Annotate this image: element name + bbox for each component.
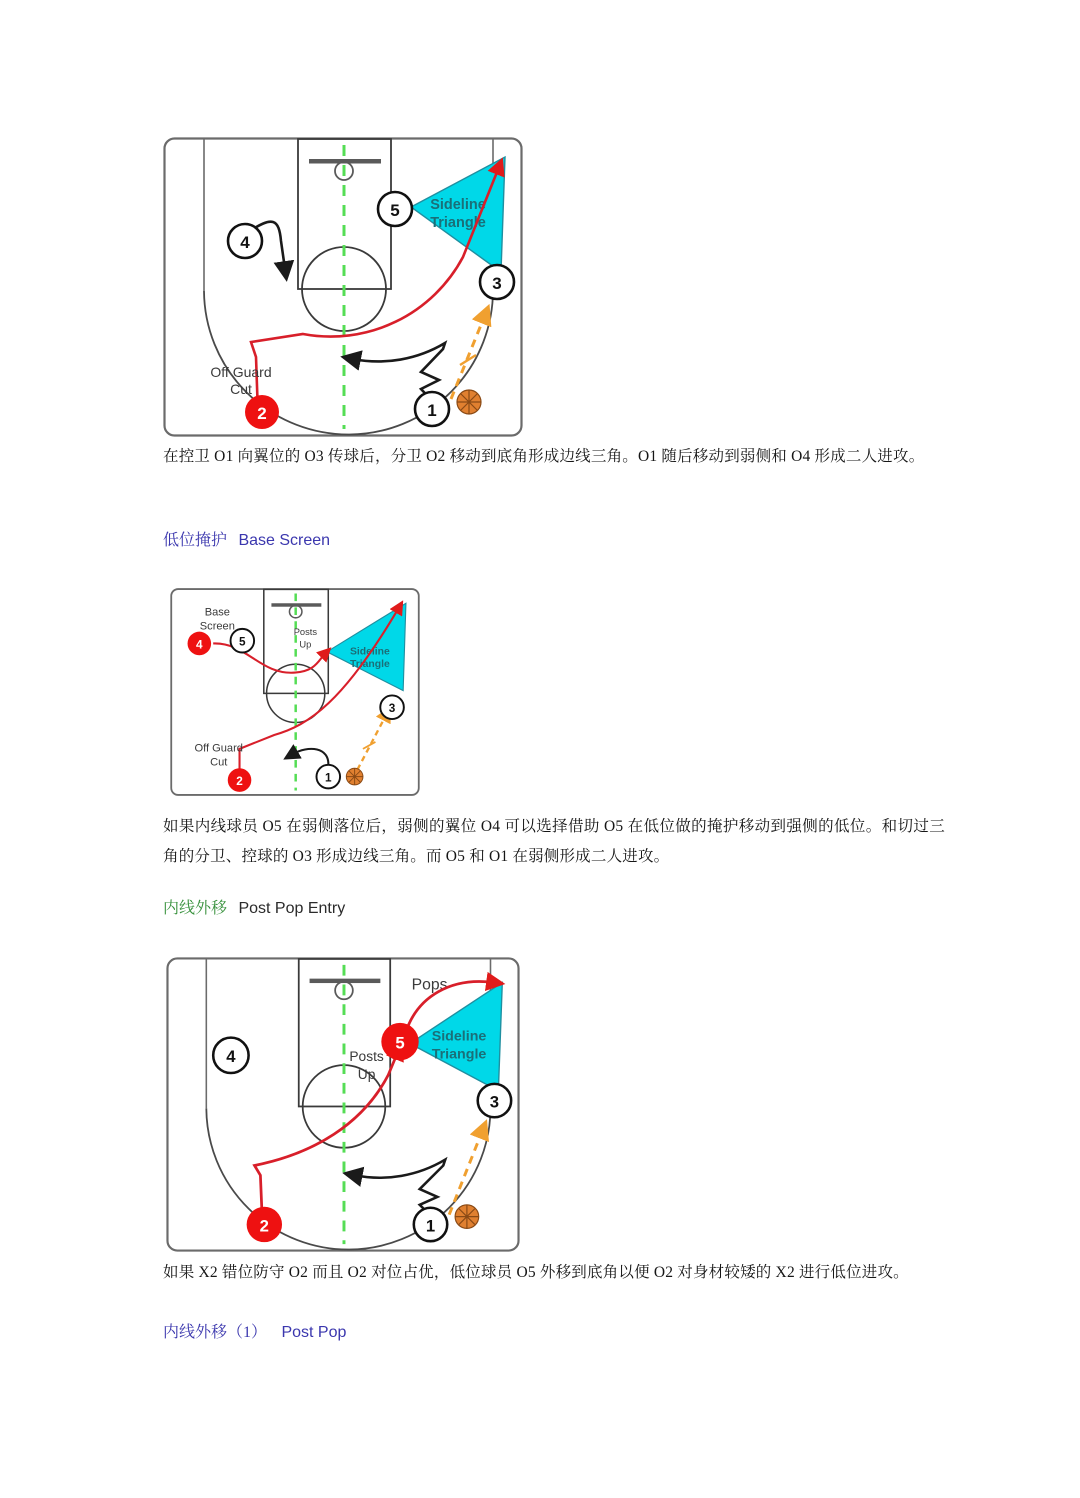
diagram-post-pop-entry: [163, 957, 523, 1252]
label-base-screen-line2: Screen: [199, 620, 235, 633]
player-label-1: 1: [325, 771, 332, 785]
label-posts-up-line2: Up: [299, 639, 312, 650]
heading-post-pop: [163, 1322, 346, 1344]
player-label-4: 4: [240, 233, 250, 252]
heading-base-screen-cn: 低位掩护: [163, 532, 228, 549]
player-label-1: 1: [425, 1216, 436, 1236]
label-sideline-triangle-line2: Triangle: [430, 215, 486, 231]
player-label-1: 1: [427, 401, 437, 420]
heading-post-pop-entry: [163, 898, 345, 920]
heading-base-screen-en: Base Screen: [238, 532, 331, 549]
paragraph-sideline-triangle: 在控卫 O1 向翼位的 O3 传球后，分卫 O2 移动到底角形成边线三角。O1 随后移动到弱侧和 O4 形成二人进攻。: [163, 448, 925, 465]
heading-post-pop-entry-en: Post Pop Entry: [238, 900, 346, 917]
player-marker-1: [415, 392, 449, 426]
player-marker-4: [213, 1038, 248, 1073]
label-sideline-triangle-line2: Triangle: [431, 1046, 487, 1063]
label-posts-up-line2: Up: [357, 1066, 376, 1082]
player-label-3: 3: [492, 274, 502, 293]
player-marker-2: [228, 768, 252, 792]
player-marker-2: [245, 395, 279, 429]
player-label-2: 2: [257, 404, 267, 423]
heading-base-screen: [163, 530, 330, 552]
player-label-5: 5: [390, 201, 400, 220]
label-off-guard-cut-line1: Off Guard: [210, 364, 272, 380]
player-marker-1: [316, 765, 340, 789]
player-label-4: 4: [226, 1047, 236, 1067]
label-sideline-triangle-line1: Sideline: [431, 1028, 487, 1045]
heading-post-pop-entry-cn: 内线外移: [163, 900, 228, 917]
label-sideline-triangle-line1: Sideline: [430, 197, 486, 213]
player-marker-2: [247, 1207, 282, 1242]
player-marker-5: [381, 1023, 418, 1060]
diagram-sideline-triangle: [163, 137, 523, 437]
label-posts-up-line1: Posts: [293, 627, 318, 638]
player-marker-3: [480, 265, 514, 299]
player-marker-3: [478, 1084, 511, 1117]
player-marker-5: [231, 629, 255, 653]
heading-post-pop-cn: 内线外移（1）: [163, 1324, 268, 1341]
paragraph-post-pop-entry: 如果 X2 错位防守 O2 而且 O2 对位占优，低位球员 O5 外移到底角以便 O2 对身材较矮的 X2 进行低位进攻。: [163, 1264, 909, 1281]
diagram-base-screen: [163, 588, 427, 796]
basketball-icon: [457, 390, 481, 414]
player-marker-3: [380, 695, 404, 719]
paragraph-base-screen: 如果内线球员 O5 在弱侧落位后，弱侧的翼位 O4 可以选择借助 O5 在低位做的掩护移动到强侧的低位。和切过三角的分卫、控球的 O3 形成边线三角。而 O5 和 O1 在弱侧形成二人进攻。: [163, 818, 945, 865]
player-label-3: 3: [388, 702, 396, 716]
label-off-guard-cut-line1: Off Guard: [194, 742, 243, 755]
label-off-guard-cut-line2: Cut: [230, 381, 252, 397]
label-sideline-triangle-line1: Sideline: [349, 646, 390, 658]
label-sideline-triangle-line2: Triangle: [349, 659, 390, 671]
basketball-icon: [455, 1205, 479, 1229]
player-marker-1: [414, 1208, 447, 1241]
player-label-5: 5: [239, 635, 246, 649]
label-off-guard-cut-line2: Cut: [210, 756, 228, 769]
player-marker-4: [228, 224, 262, 258]
player-marker-5: [378, 192, 412, 226]
player-marker-4: [188, 632, 212, 656]
player-label-2: 2: [236, 774, 243, 788]
player-label-5: 5: [395, 1033, 405, 1053]
label-pops: Pops: [411, 976, 448, 994]
label-base-screen-line1: Base: [204, 606, 230, 619]
player-label-4: 4: [196, 638, 203, 652]
label-posts-up-line1: Posts: [349, 1049, 384, 1065]
basketball-icon: [346, 768, 363, 785]
player-label-3: 3: [489, 1092, 500, 1112]
heading-post-pop-en: Post Pop: [281, 1324, 347, 1341]
player-label-2: 2: [259, 1216, 269, 1236]
